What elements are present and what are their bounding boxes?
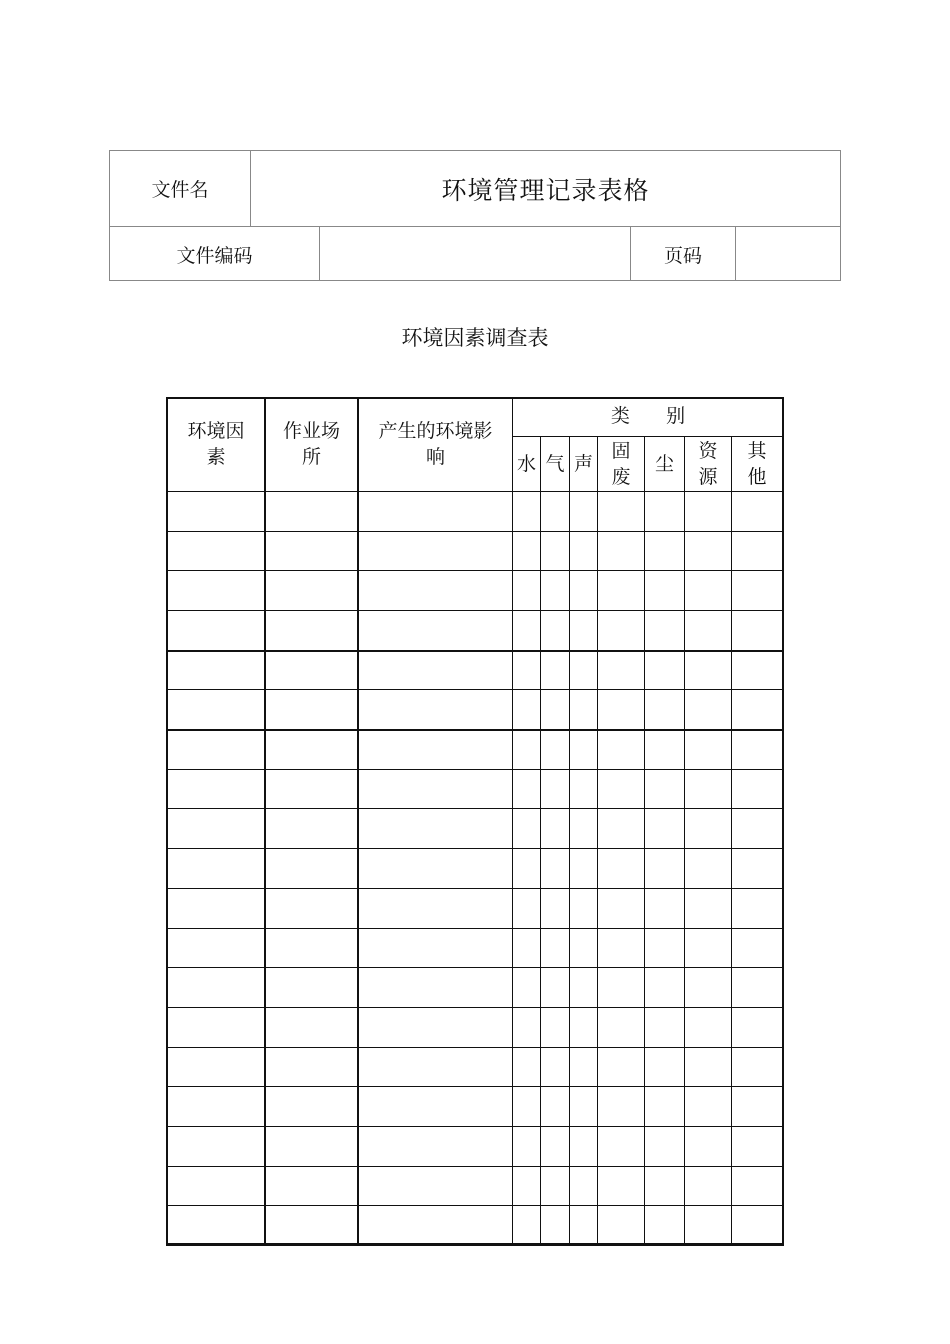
table-row	[166, 729, 784, 769]
table-row	[166, 967, 784, 1007]
category-col-header-text: 源	[698, 466, 718, 488]
col-header-impact	[359, 397, 512, 491]
file-name-label: 文件名	[151, 179, 209, 201]
category-col-header	[541, 437, 569, 491]
col-header-location	[266, 397, 357, 491]
document-title: 环境管理记录表格	[441, 175, 650, 205]
col-header-impact-line2: 响	[425, 446, 445, 468]
page-value	[736, 227, 840, 281]
document-header-table	[109, 150, 841, 281]
category-col-header-text: 其	[747, 440, 767, 462]
page-label: 页码	[663, 244, 702, 267]
category-col-header-text: 资	[698, 440, 718, 462]
category-col-header-text: 声	[573, 453, 593, 475]
category-col-header	[513, 437, 540, 491]
table-row	[166, 1007, 784, 1047]
table-border-top	[166, 397, 784, 399]
table-row	[166, 769, 784, 809]
category-col-header-text: 尘	[654, 453, 674, 475]
section-title: 环境因素调查表	[401, 326, 549, 350]
table-row	[166, 1166, 784, 1206]
table-row	[166, 1126, 784, 1166]
category-col-header-text: 固	[611, 440, 631, 462]
table-row	[166, 650, 784, 690]
col-header-location-line2: 所	[301, 446, 321, 468]
col-header-impact-line1: 产生的环境影	[378, 420, 493, 442]
col-header-factor-line1: 环境因	[187, 420, 245, 442]
table-row	[166, 531, 784, 571]
category-header: 类 别	[610, 405, 686, 427]
col-header-factor	[168, 397, 264, 491]
category-col-header	[645, 437, 684, 491]
table-row	[166, 1047, 784, 1087]
table-row	[166, 491, 784, 531]
table-row	[166, 610, 784, 650]
table-row	[166, 928, 784, 968]
category-col-header-text: 气	[545, 453, 565, 475]
table-row	[166, 888, 784, 928]
environment-factor-survey-table	[166, 397, 784, 1245]
file-code-value	[320, 227, 630, 281]
table-row	[166, 1086, 784, 1126]
table-row	[166, 1205, 784, 1245]
category-col-header-text: 废	[611, 466, 631, 488]
col-header-factor-line2: 素	[206, 446, 226, 468]
category-col-header	[732, 437, 782, 491]
table-row	[166, 689, 784, 729]
table-row	[166, 570, 784, 610]
category-col-header	[570, 437, 597, 491]
category-col-header-text: 水	[516, 453, 536, 475]
col-header-location-line1: 作业场	[282, 420, 340, 442]
category-col-header	[598, 437, 644, 491]
category-col-header	[685, 437, 731, 491]
file-code-label: 文件编码	[176, 244, 253, 267]
table-row	[166, 808, 784, 848]
table-row	[166, 848, 784, 888]
category-col-header-text: 他	[747, 466, 767, 488]
